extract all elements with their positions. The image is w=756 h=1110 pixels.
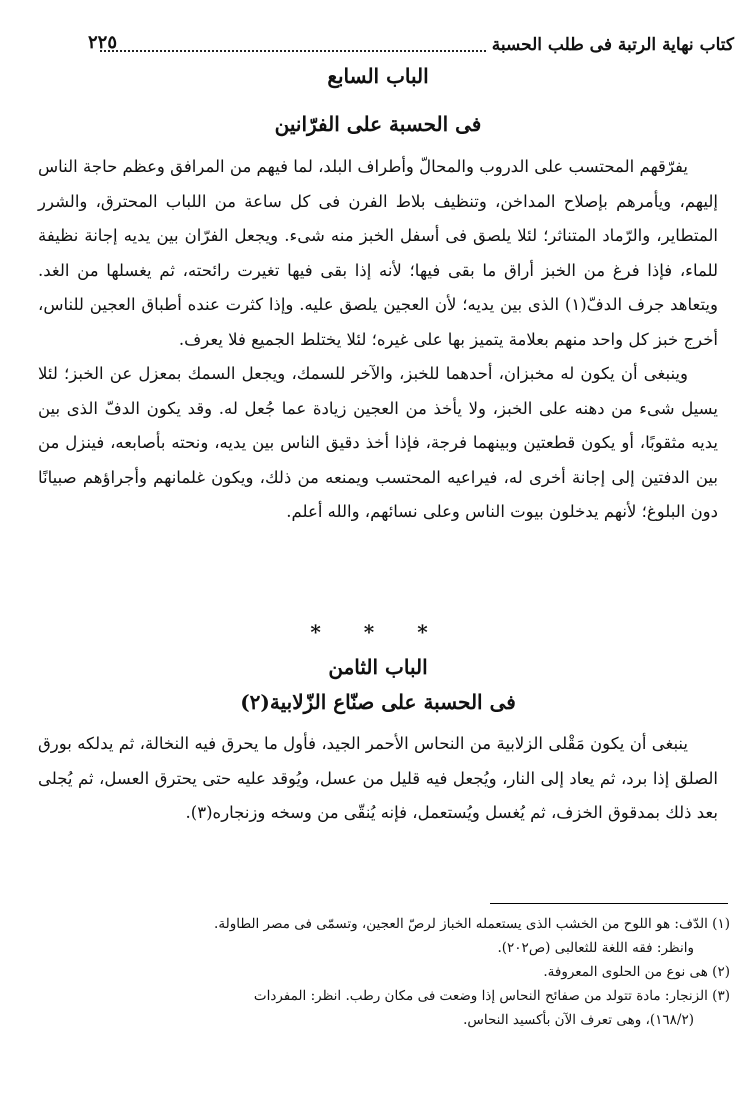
footnote-1: (١) الدّف: هو اللوح من الخشب الذى يستعمله الخباز لرصّ العجين، وتسمّى فى مصر الطاولة. bbox=[214, 916, 730, 932]
chapter7-paragraph-1: يفرّقهم المحتسب على الدروب والمحالّ وأطراف البلد، لما فيهم من المرافق وعظم حاجة الناس إليهم، ويأمرهم بإصلاح المداخن، وتنظيف بلاط الفرن فى كل ساعة من اللباب المحترق، والشرر المتطاير، والرّماد المتناثر؛ لئلا يلصق فى أسفل الخبز منه شىء. ويجعل الفرّان بين يديه إجانة نظيفة للماء، فإذا فرغ من الخبز أراق ما بقى فيها؛ لأنه إذا بقى فيها تغيرت رائحته، ثم يغسلها من الغد. ويتعاهد جرف الدفّ(١) الذى بين يديه؛ لأن العجين يلصق عليه. وإذا كثرت عنده أطباق العجين للناس، أخرج خبز كل واحد منهم بعلامة يتميز بها على غيره؛ لئلا يختلط الجميع فلا يعرف. bbox=[38, 157, 718, 349]
footnote-3-continuation: (١٦٨/٢)، وهى تعرف الآن بأكسيد النحاس. bbox=[463, 1012, 694, 1028]
book-title: كتاب نهاية الرتبة فى طلب الحسبة bbox=[491, 35, 734, 55]
footnote-1-continuation: وانظر: فقه اللغة للثعالبى (ص٢٠٢). bbox=[497, 940, 694, 956]
chapter7-heading: الباب السابع bbox=[327, 64, 429, 88]
chapter8-paragraph-1: ينبغى أن يكون مَقْلى الزلابية من النحاس الأحمر الجيد، فأول ما يحرق فيه النخالة، ثم يدلكه بورق الصلق إذا برد، ثم يعاد إلى النار، ويُجعل فيه قليل من عسل، ويُوقد عليه حتى يحترق العسل، ثم يُجلى بعد ذلك بمدقوق الخزف، ثم يُغسل ويُستعمل، فإنه يُنقّى من وسخه وزنجاره(٣). bbox=[38, 734, 718, 822]
chapter8-body bbox=[38, 727, 718, 831]
footnote-2: (٢) هى نوع من الحلوى المعروفة. bbox=[543, 964, 730, 980]
footnote-divider bbox=[490, 903, 728, 904]
page-number: ٢٢٥ bbox=[88, 32, 118, 53]
chapter8-subheading: فى الحسبة على صنّاع الزّلابية(٢) bbox=[240, 690, 516, 714]
footnotes bbox=[30, 912, 730, 1032]
footnote-3: (٣) الزنجار: مادة تتولد من صفائح النحاس إذا وضعت فى مكان رطب. انظر: المفردات bbox=[253, 988, 730, 1004]
chapter7-subheading: فى الحسبة على الفرّانين bbox=[274, 112, 482, 136]
running-header bbox=[88, 30, 734, 60]
chapter7-paragraph-2: وينبغى أن يكون له مخبزان، أحدهما للخبز، والآخر للسمك، ويجعل السمك بمعزل عن الخبز؛ لئلا يسيل شىء من دهنه على الخبز، ولا يأخذ من العجين زيادة عما جُعل له. وقد يكون الدفّ الذى بين يديه مثقوبًا، أو يكون قطعتين وبينهما فرجة، فإذا أخذ دقيق الناس بين يديه، ونحته بأصابعه، فينزل من بين الدفتين إلى إجانة أخرى له، فيراعيه المحتسب ويمنعه من ذلك، ويكون غلمانهم وأجراؤهم صبيانًا دون البلوغ؛ لأنهم يدخلون بيوت الناس وعلى نسائهم، والله أعلم. bbox=[38, 364, 718, 521]
chapter7-body bbox=[38, 150, 718, 530]
chapter8-heading: الباب الثامن bbox=[328, 655, 428, 679]
section-separator: * * * bbox=[310, 620, 446, 644]
header-dot-leader bbox=[100, 38, 486, 52]
